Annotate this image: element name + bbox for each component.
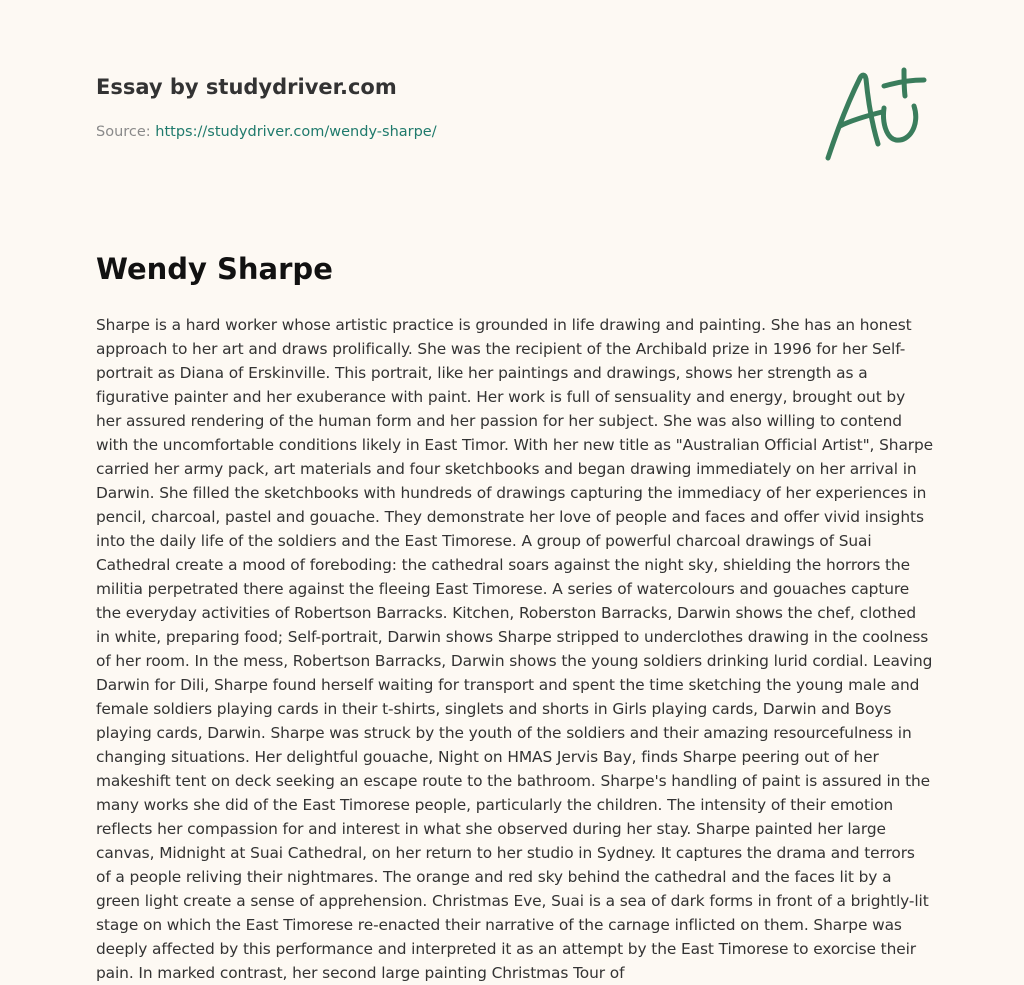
a-plus-logo-icon xyxy=(820,66,930,166)
source-line xyxy=(96,124,437,140)
page-title: Wendy Sharpe xyxy=(96,252,333,286)
essay-body-text: Sharpe is a hard worker whose artistic practice is grounded in life drawing and painting. She has an honest approach to her art and draws prolifically. She was the recipient of the Archibald prize in 1996 for her Self-portrait as Diana of Erskinville. This portrait, like her paintings and drawings, shows her strength as a figurative painter and her exuberance with paint. Her work is full of sensuality and energy, brought out by her assured rendering of the human form and her passion for her subject. She was also willing to contend with the uncomfortable conditions likely in East Timor. With her new title as "Australian Official Artist", Sharpe carried her army pack, art materials and four sketchbooks and began drawing immediately on her arrival in Darwin. She filled the sketchbooks with hundreds of drawings capturing the immediacy of her experiences in pencil, charcoal, pastel and gouache. They demonstrate her love of people and faces and offer vivid insights into the daily life of the soldiers and the East Timorese. A group of powerful charcoal drawings of Suai Cathedral create a mood of foreboding: the cathedral soars against the night sky, shielding the horrors the militia perpetrated there against the fleeing East Timorese. A series of watercolours and gouaches capture the everyday activities of Robertson Barracks. Kitchen, Roberston Barracks, Darwin shows the chef, clothed in white, preparing food; Self-portrait, Darwin shows Sharpe stripped to underclothes drawing in the coolness of her room. In the mess, Robertson Barracks, Darwin shows the young soldiers drinking lurid cordial. Leaving Darwin for Dili, Sharpe found herself waiting for transport and spent the time sketching the young male and female soldiers playing cards in their t-shirts, singlets and shorts in Girls playing cards, Darwin and Boys playing cards, Darwin. Sharpe was struck by the youth of the soldiers and their amazing resourcefulness in changing situations. Her delightful gouache, Night on HMAS Jervis Bay, finds Sharpe peering out of her makeshift tent on deck seeking an escape route to the bathroom. Sharpe's handling of paint is assured in the many works she did of the East Timorese people, particularly the children. The intensity of their emotion reflects her compassion for and interest in what she observed during her stay. Sharpe painted her large canvas, Midnight at Suai Cathedral, on her return to her studio in Sydney. It captures the drama and terrors of a people reliving their nightmares. The orange and red sky behind the cathedral and the faces lit by a green light create a sense of apprehension. Christmas Eve, Suai is a sea of dark forms in front of a brightly-lit stage on which the East Timorese re-enacted their narrative of the carnage inflicted on them. Sharpe was deeply affected by this performance and interpreted it as an attempt by the East Timorese to exorcise their pain. In marked contrast, her second large painting Christmas Tour of xyxy=(96,316,934,982)
source-link[interactable]: https://studydriver.com/wendy-sharpe/ xyxy=(155,124,437,140)
source-label: Source: xyxy=(96,124,156,140)
essay-header xyxy=(96,0,936,200)
site-brand: Essay by studydriver.com xyxy=(96,75,397,99)
